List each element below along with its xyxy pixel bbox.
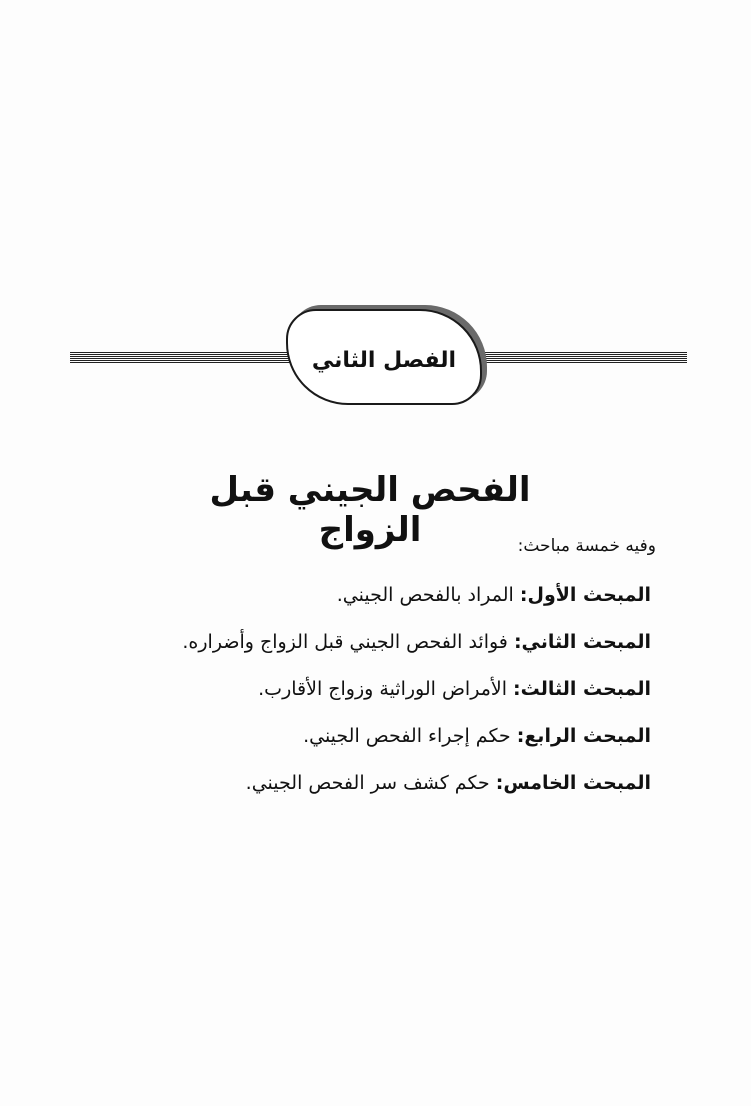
chapter-label: الفصل الثاني (311, 347, 457, 373)
section-text: المراد بالفحص الجيني. (336, 584, 514, 606)
section-text: فوائد الفحص الجيني قبل الزواج وأضراره. (182, 631, 508, 653)
ornament-rule-left (70, 352, 294, 364)
section-label: المبحث الأول: (519, 584, 651, 606)
section-item (91, 674, 651, 721)
section-text: الأمراض الوراثية وزواج الأقارب. (258, 678, 507, 700)
section-item (91, 627, 651, 674)
section-item (91, 580, 651, 627)
section-label: المبحث الثاني: (513, 631, 651, 653)
chapter-banner (286, 309, 482, 405)
section-label: المبحث الثالث: (513, 678, 651, 700)
section-item (91, 721, 651, 768)
section-list (91, 580, 651, 815)
section-text: حكم كشف سر الفحص الجيني. (245, 772, 490, 794)
section-label: المبحث الخامس: (495, 772, 651, 794)
section-label: المبحث الرابع: (516, 725, 651, 747)
ornament-rule-right (481, 352, 687, 364)
section-item (91, 768, 651, 815)
chapter-title: الفحص الجيني قبل الزواج (209, 470, 531, 550)
intro-line: وفيه خمسة مباحث: (517, 536, 656, 556)
section-text: حكم إجراء الفحص الجيني. (303, 725, 511, 747)
